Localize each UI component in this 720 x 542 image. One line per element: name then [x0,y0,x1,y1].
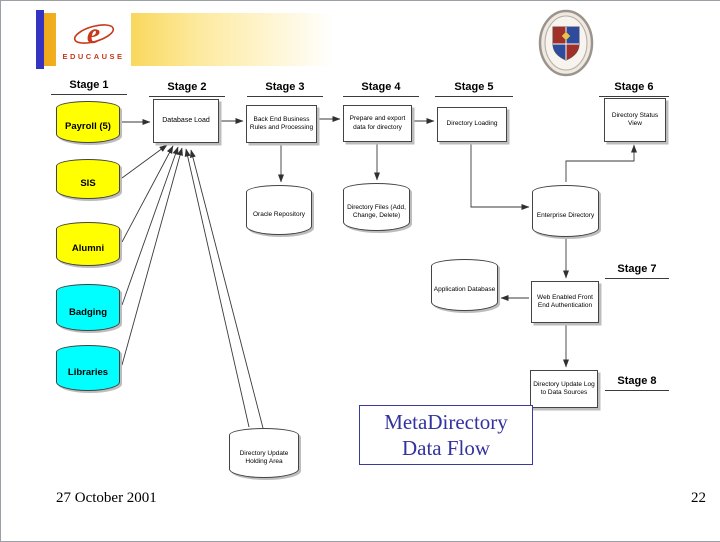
box-label: Web Enabled Front End Authentication [537,293,593,309]
cylinder-enterprise-directory [532,185,599,237]
box-label: Directory Loading [446,120,498,128]
cylinder-badging [56,284,120,331]
header-accent-bar [36,10,44,69]
box-directory-update-log [530,370,598,408]
cylinder-label: Directory Files (Add, Change, Delete) [347,204,406,219]
stage-2-header: Stage 2 [149,81,225,97]
cylinder-label: Payroll (5) [65,121,111,133]
cylinder-oracle-repository [246,185,312,235]
box-directory-status-view [604,98,666,142]
educause-logo [56,12,131,66]
arrow-enterprise-directory-to-directory-status [566,145,634,182]
box-web-front-end-auth [531,281,599,323]
arrow-badging-to-database-load [122,147,178,305]
page-number: 22 [691,490,706,506]
cylinder-alumni [56,222,120,266]
cylinder-label: Application Database [433,286,496,294]
cylinder-payroll [56,101,120,143]
footer-date: 27 October 2001 [56,490,157,506]
diagram-title-line2: Data Flow [401,436,491,460]
box-label: Directory Status View [611,111,659,127]
logo-wordmark: EDUCAUSE [62,51,125,61]
cylinder-application-database [431,259,498,311]
box-prepare-export [343,105,412,142]
cylinder-libraries [56,345,120,391]
cylinder-label: Enterprise Directory [536,212,595,220]
box-database-load [153,99,219,143]
arrow-directory-loading-to-enterprise-directory [471,144,529,207]
cylinder-label: SIS [80,178,96,190]
logo-letter: e [86,16,101,50]
stage-7-header: Stage 7 [605,263,669,279]
box-directory-loading [437,107,507,142]
box-label: Database Load [162,117,210,125]
stage-8-header: Stage 8 [605,375,669,391]
stage-5-header: Stage 5 [435,81,513,97]
cylinder-label: Oracle Repository [252,211,306,219]
box-label: Directory Update Log to Data Sources [533,380,595,396]
diagram-title-line1: MetaDirectory [384,409,508,434]
box-label: Prepare and export data for directory [349,115,406,131]
box-backend-rules [246,105,317,143]
logo-mark [72,18,116,50]
logo-swoosh-icon [72,18,116,50]
crest-image [537,9,595,77]
cylinder-label: Alumni [71,243,105,255]
stage-6-header: Stage 6 [599,81,669,97]
arrow-libraries-to-database-load [122,148,182,365]
cylinder-directory-files [343,183,410,231]
cylinder-label: Directory Update Holding Area [239,450,289,465]
stage-4-header: Stage 4 [343,81,419,97]
arrow-sis-to-database-load [122,145,167,178]
cylinder-label: Libraries [67,367,109,379]
cylinder-directory-update-holding-area [229,428,299,478]
box-label: Back End Business Rules and Processing [249,115,314,131]
stage-3-header: Stage 3 [247,81,323,97]
cylinder-label: Badging [69,306,107,318]
arrow-holding-area-to-database-load [186,149,249,427]
diagram-title-box [359,405,533,465]
cylinder-sis [56,159,120,199]
stage-1-header: Stage 1 [51,79,127,95]
arrow-alumni-to-database-load [122,146,173,242]
